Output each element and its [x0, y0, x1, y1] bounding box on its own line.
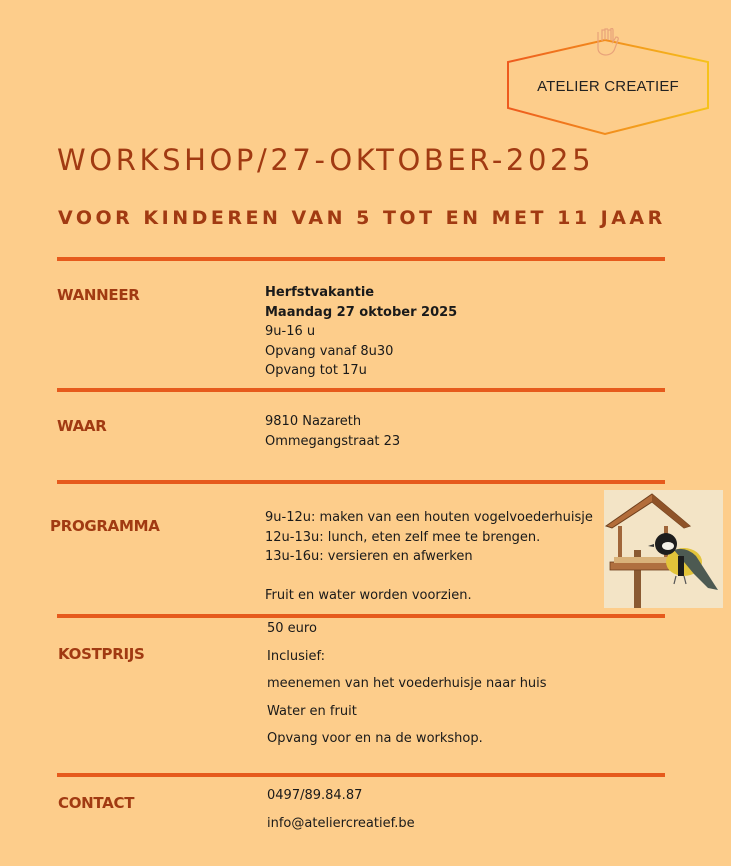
programma-line: 12u-13u: lunch, eten zelf mee te brengen. — [265, 529, 541, 545]
programma-line: 13u-16u: versieren en afwerken — [265, 549, 473, 564]
programma-line: Fruit en water worden voorzien. — [265, 587, 472, 603]
waar-line: 9810 Nazareth — [265, 414, 362, 429]
kostprijs-line: Inclusief: — [267, 648, 325, 664]
bird-feeder-illustration — [604, 490, 723, 608]
phone-number[interactable]: 0497/89.84.87 — [267, 788, 363, 803]
wanneer-line: Maandag 27 oktober 2025 — [265, 304, 458, 320]
contact-label: CONTACT — [58, 794, 135, 812]
divider — [57, 257, 665, 261]
logo — [505, 28, 711, 138]
kostprijs-line: meenemen van het voederhuisje naar huis — [267, 676, 547, 691]
waar-line: Ommegangstraat 23 — [265, 433, 401, 449]
email-link[interactable]: info@ateliercreatief.be — [267, 815, 415, 831]
contact-details — [267, 786, 415, 841]
divider — [57, 773, 665, 777]
wanneer-label: WANNEER — [57, 286, 140, 304]
wanneer-line: Herfstvakantie — [265, 285, 375, 300]
wanneer-line: 9u-16 u — [265, 324, 316, 339]
logo-text: ATELIER CREATIEF — [537, 78, 679, 95]
kostprijs-details — [267, 619, 547, 757]
waar-details — [265, 412, 400, 451]
kostprijs-line: Opvang voor en na de workshop. — [267, 731, 483, 746]
wanneer-line: Opvang tot 17u — [265, 363, 367, 378]
programma-line: 9u-12u: maken van een houten vogelvoederhuisje — [265, 510, 593, 525]
waar-label: WAAR — [57, 417, 107, 435]
divider — [57, 388, 665, 392]
divider — [57, 480, 665, 484]
divider — [57, 614, 665, 618]
kostprijs-label: KOSTPRIJS — [58, 645, 145, 663]
wanneer-details — [265, 283, 457, 381]
kostprijs-line: Water en fruit — [267, 703, 357, 719]
wanneer-line: Opvang vanaf 8u30 — [265, 343, 394, 359]
programma-details — [265, 508, 593, 605]
page-title: WORKSHOP/27-OKTOBER-2025 — [57, 143, 595, 177]
page-subtitle: VOOR KINDEREN VAN 5 TOT EN MET 11 JAAR — [58, 207, 666, 229]
programma-label: PROGRAMMA — [50, 517, 160, 535]
kostprijs-line: 50 euro — [267, 621, 317, 636]
